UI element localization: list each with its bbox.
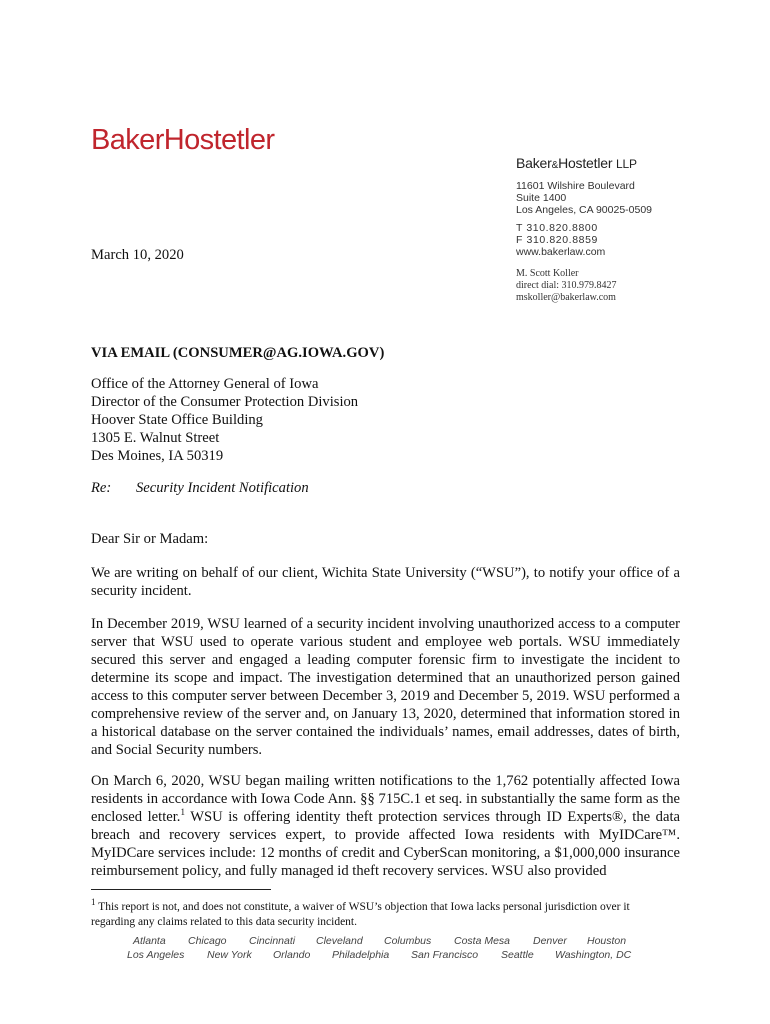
office-los-angeles: Los Angeles xyxy=(127,949,185,961)
letter-date: March 10, 2020 xyxy=(91,247,184,263)
office-chicago: Chicago xyxy=(188,935,227,947)
office-denver: Denver xyxy=(533,935,567,947)
re-label: Re: xyxy=(91,480,112,496)
author-email[interactable]: mskoller@bakerlaw.com xyxy=(516,292,616,303)
office-cincinnati: Cincinnati xyxy=(249,935,296,947)
office-atlanta: Atlanta xyxy=(133,935,166,947)
re-subject: Security Incident Notification xyxy=(136,480,309,496)
footnote-number: 1 xyxy=(91,897,96,908)
firm-name-ampersand: & xyxy=(551,160,559,171)
office-costa-mesa: Costa Mesa xyxy=(454,935,511,947)
office-san-francisco: San Francisco xyxy=(411,949,479,961)
office-houston: Houston xyxy=(587,935,627,947)
office-new-york: New York xyxy=(207,949,252,961)
office-orlando: Orlando xyxy=(273,949,311,961)
footnote-divider xyxy=(91,889,271,890)
paragraph-3-part-1: On March 6, 2020, WSU began mailing written notifications to the 1,762 potentially affected Iowa residents in accordance with Iowa Code Ann. §§ 715C.1 et seq. in substantially the same form as the enclosed letter. xyxy=(91,773,680,825)
firm-logo: BakerHostetler xyxy=(91,124,275,156)
recipient-line-5: Des Moines, IA 50319 xyxy=(91,448,224,464)
salutation: Dear Sir or Madam: xyxy=(91,531,209,547)
office-philadelphia: Philadelphia xyxy=(332,949,390,961)
recipient-line-3: Hoover State Office Building xyxy=(91,412,263,428)
office-columbus: Columbus xyxy=(384,935,432,947)
office-locations xyxy=(0,935,770,965)
address-line-2: Suite 1400 xyxy=(516,192,567,204)
firm-name-hostetler: Hostetler xyxy=(558,155,613,171)
website-link[interactable]: www.bakerlaw.com xyxy=(516,246,606,258)
recipient-line-4: 1305 E. Walnut Street xyxy=(91,430,220,446)
office-seattle: Seattle xyxy=(501,949,534,961)
paragraph-1: We are writing on behalf of our client, Wichita State University (“WSU”), to notify your office of a security incident. xyxy=(91,565,680,599)
firm-name-baker: Baker xyxy=(516,155,552,171)
footnote-text: This report is not, and does not constitute, a waiver of WSU’s objection that Iowa lacks personal jurisdiction over it regarding any claims related to this data security incident. xyxy=(91,901,630,928)
recipient-line-2: Director of the Consumer Protection Division xyxy=(91,394,359,410)
delivery-method: VIA EMAIL (CONSUMER@AG.IOWA.GOV) xyxy=(91,345,385,361)
firm-name xyxy=(516,155,637,171)
footnote xyxy=(91,897,676,930)
paragraph-3 xyxy=(91,772,680,880)
paragraph-2: In December 2019, WSU learned of a security incident involving unauthorized access to a computer server that WSU used to operate various student and employee web portals. WSU immediately secured this server and engaged a leading computer forensic firm to investigate the incident to determine its scope and impact. The investigation determined that an unauthorized person gained access to this computer server between December 3, 2019 and December 5, 2019. WSU performed a comprehensive review of the server and, on January 13, 2020, determined that information stored in a historical database on the server contained the individuals’ names, email addresses, dates of birth, and Social Security numbers. xyxy=(91,616,680,758)
phone-number: T 310.820.8800 xyxy=(516,222,598,234)
office-cleveland: Cleveland xyxy=(316,935,363,947)
address-line-3: Los Angeles, CA 90025-0509 xyxy=(516,204,653,216)
paragraph-3-part-2: WSU is offering identity theft protection services through ID Experts®, the data breach and recovery services expert, to provide affected Iowa residents with MyIDCare™. MyIDCare services include: 12 months of credit and CyberScan monitoring, a $1,000,000 insurance reimbursement policy, and fully managed id theft recovery services. WSU also provided xyxy=(91,809,680,879)
author-name: M. Scott Koller xyxy=(516,268,579,279)
author-direct-dial: direct dial: 310.979.8427 xyxy=(516,280,617,291)
recipient-line-1: Office of the Attorney General of Iowa xyxy=(91,376,319,392)
firm-name-llp: LLP xyxy=(616,157,637,171)
footnote-reference: 1 xyxy=(180,807,185,818)
office-washington-dc: Washington, DC xyxy=(555,949,632,961)
fax-number: F 310.820.8859 xyxy=(516,234,598,246)
address-line-1: 11601 Wilshire Boulevard xyxy=(516,180,635,192)
